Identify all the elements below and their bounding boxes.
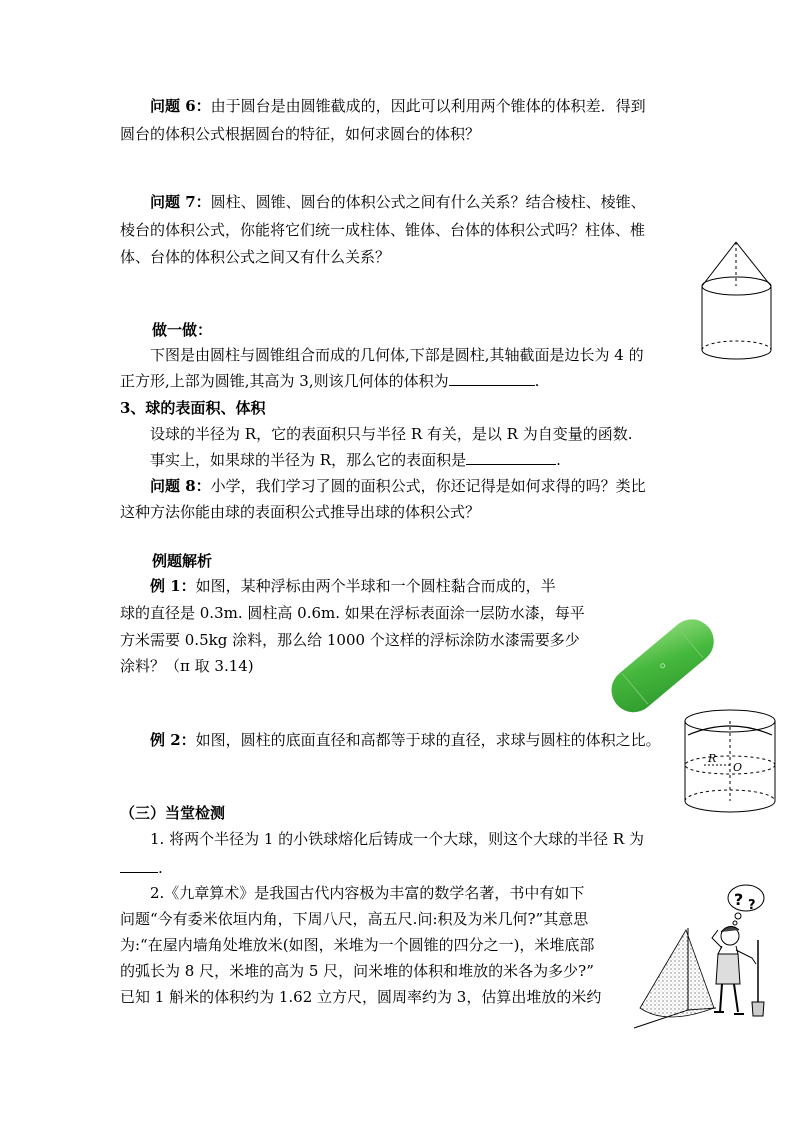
- q6-label: 问题 6：: [150, 97, 211, 115]
- ex2-line1: 例 2：如图，圆柱的底面直径和高都等于球的直径，求球与圆柱的体积之比。: [150, 731, 661, 749]
- ex1-line1: 例 1：如图，某种浮标由两个半球和一个圆柱黏合而成的，半: [150, 577, 556, 595]
- thought-question-mark: ?: [748, 898, 756, 913]
- try-heading: 做一做：: [152, 321, 213, 339]
- ex1-line4: 涂料？（π 取 3.14): [120, 657, 254, 675]
- q8-line1: 问题 8：小学，我们学习了圆的面积公式，你还记得是如何求得的吗？类比: [150, 477, 646, 495]
- check-p1-line2: .: [120, 858, 163, 878]
- center-label: O: [733, 761, 743, 774]
- buoy-figure: [600, 610, 725, 720]
- answer-blank[interactable]: [466, 450, 556, 465]
- q8-label: 问题 8：: [150, 477, 211, 495]
- check-p2-line2: 问题“今有委米依垣内角，下周八尺，高五尺.问:积及为米几何?”其意思: [120, 910, 589, 928]
- examples-heading: 例题解析: [152, 552, 213, 570]
- rice-pile-illustration: [626, 880, 786, 1030]
- ex2-label: 例 2：: [150, 731, 196, 749]
- sec3-line1: 设球的半径为 R，它的表面积只与半径 R 有关，是以 R 为自变量的函数.: [150, 425, 633, 443]
- q7-label: 问题 7：: [150, 193, 211, 211]
- sec3-heading: 3、球的表面积、体积: [120, 399, 266, 417]
- q6-line1: 问题 6：由于圆台是由圆锥截成的，因此可以利用两个锥体的体积差．得到: [150, 97, 646, 115]
- check-p2-line3: 为:“在屋内墙角处堆放米(如图，米堆为一个圆锥的四分之一)，米堆底部: [120, 936, 595, 954]
- q7-line1: 问题 7：圆柱、圆锥、圆台的体积公式之间有什么关系？结合棱柱、棱锥、: [150, 193, 646, 211]
- q7-line2: 棱台的体积公式，你能将它们统一成柱体、锥体、台体的体积公式吗？柱体、椎: [120, 221, 646, 239]
- cone-cylinder-figure: [698, 240, 778, 368]
- q6-line2: 圆台的体积公式根据圆台的特征，如何求圆台的体积？: [120, 125, 481, 143]
- check-p2-line4: 的弧长为 8 尺，米堆的高为 5 尺，问米堆的体积和堆放的米各为多少?”: [120, 962, 594, 980]
- answer-blank[interactable]: [120, 858, 158, 873]
- q7-line3: 体、台体的体积公式之间又有什么关系？: [120, 248, 391, 266]
- ex1-line3: 方米需要 0.5kg 涂料，那么给 1000 个这样的浮标涂防水漆需要多少: [120, 631, 580, 649]
- check-heading: （三）当堂检测: [120, 804, 226, 822]
- try-line1: 下图是由圆柱与圆锥组合而成的几何体,下部是圆柱,其轴截面是边长为 4 的: [150, 346, 644, 364]
- answer-blank[interactable]: [449, 371, 535, 386]
- ex1-label: 例 1：: [150, 577, 196, 595]
- q8-line2: 这种方法你能由球的表面积公式推导出球的体积公式？: [120, 503, 481, 521]
- ex1-line2: 球的直径是 0.3m. 圆柱高 0.6m. 如果在浮标表面涂一层防水漆，每平: [120, 604, 585, 622]
- sphere-in-cylinder-figure: [682, 707, 782, 817]
- try-line2: 正方形,上部为圆锥,其高为 3,则该几何体的体积为 .: [120, 372, 540, 390]
- check-p2-line1: 2.《九章算术》是我国古代内容极为丰富的数学名著，书中有如下: [150, 884, 585, 902]
- thought-question-mark: ?: [734, 890, 744, 909]
- sec3-line2: 事实上，如果球的半径为 R，那么它的表面积是 .: [150, 451, 561, 469]
- radius-label: R: [708, 752, 717, 765]
- check-p1-line1: 1. 将两个半径为 1 的小铁球熔化后铸成一个大球，则这个大球的半径 R 为: [150, 830, 644, 848]
- check-p2-line5: 已知 1 斛米的体积约为 1.62 立方尺，圆周率约为 3，估算出堆放的米约: [120, 988, 602, 1006]
